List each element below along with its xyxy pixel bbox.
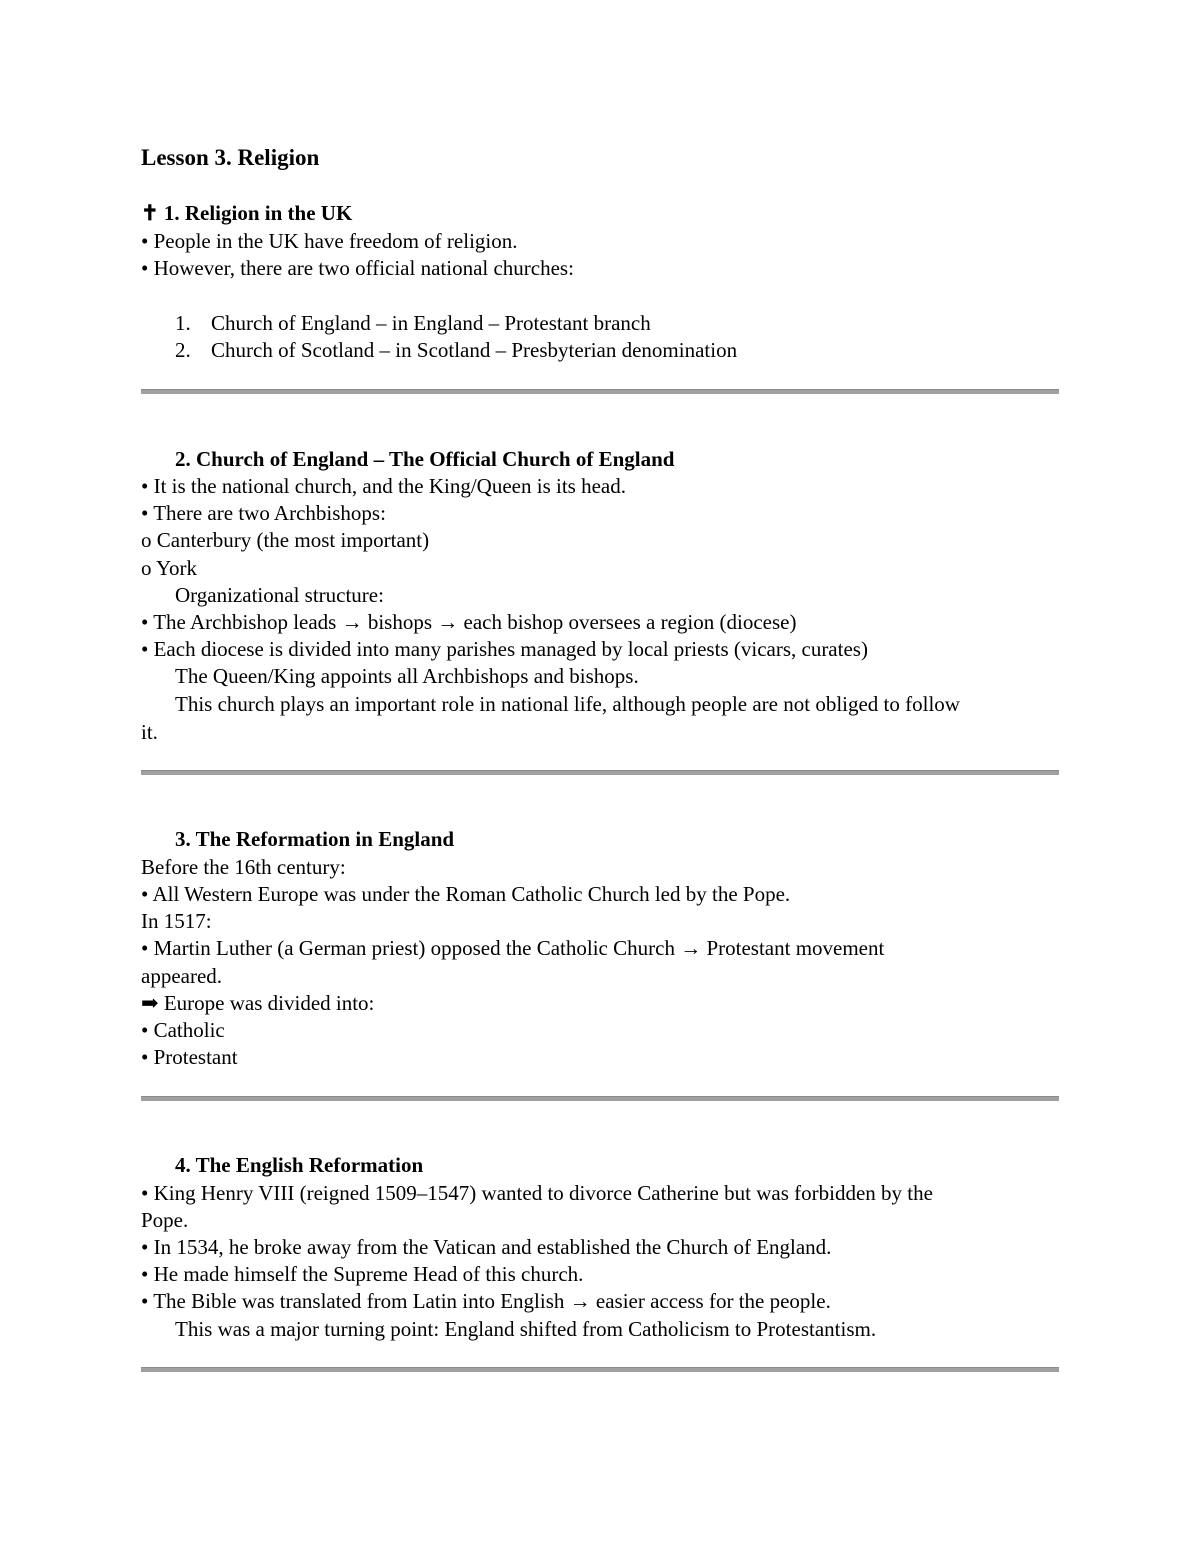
horizontal-rule [141,770,1059,775]
section-2-line: o Canterbury (the most important) [141,528,430,552]
list-number: 2. [175,338,191,362]
section-1-line: • People in the UK have freedom of religion. [141,229,518,253]
section-4-heading: 4. The English Reformation [175,1153,424,1177]
section-3-line: Before the 16th century: [141,855,346,879]
numbered-list-item [175,310,1095,337]
section-2-line: The Queen/King appoints all Archbishops and bishops. [175,664,639,688]
numbered-list-item [175,337,1095,364]
horizontal-rule [141,1096,1059,1101]
section-4-line: • The Bible was translated from Latin into English → easier access for the people. [141,1289,831,1313]
section-2-line: • There are two Archbishops: [141,501,386,525]
section-2-line: o York [141,556,198,580]
section-3-line: In 1517: [141,909,212,933]
section-2-line: This church plays an important role in national life, although people are not obliged to follow [175,692,960,716]
section-1-heading-text: 1. Religion in the UK [163,201,353,225]
section-2-line: • The Archbishop leads → bishops → each bishop oversees a region (diocese) [141,610,797,634]
section-4-line: • King Henry VIII (reigned 1509–1547) wanted to divorce Catherine but was forbidden by the [141,1181,933,1205]
section-3-line: ➡ Europe was divided into: [141,991,375,1015]
section-2-line: • Each diocese is divided into many parishes managed by local priests (vicars, curates) [141,637,868,661]
section-4-line: • He made himself the Supreme Head of this church. [141,1262,584,1286]
section-4-line: This was a major turning point: England shifted from Catholicism to Protestantism. [175,1317,877,1341]
list-item-text: Church of Scotland – in Scotland – Presbyterian denomination [211,338,738,362]
section-3-line: • Catholic [141,1018,225,1042]
section-2-line: it. [141,720,158,744]
section-2-line: Organizational structure: [175,583,384,607]
section-4-line: • In 1534, he broke away from the Vatican and established the Church of England. [141,1235,832,1259]
section-2-line: • It is the national church, and the King/Queen is its head. [141,474,626,498]
horizontal-rule [141,1367,1059,1372]
section-3-line: • Martin Luther (a German priest) opposed the Catholic Church → Protestant movement [141,936,885,960]
section-3-line: • Protestant [141,1045,238,1069]
section-3-heading: 3. The Reformation in England [175,827,455,851]
section-2-heading: 2. Church of England – The Official Church of England [175,447,675,471]
section-1-line: • However, there are two official national churches: [141,256,574,280]
section-1-heading [141,200,1061,227]
section-3-line: • All Western Europe was under the Roman Catholic Church led by the Pope. [141,882,791,906]
horizontal-rule [141,389,1059,394]
list-number: 1. [175,311,191,335]
section-3-line: appeared. [141,964,223,988]
section-4-line: Pope. [141,1208,189,1232]
page-title: Lesson 3. Religion [141,145,320,170]
cross-icon: ✝ [141,201,159,225]
list-item-text: Church of England – in England – Protestant branch [211,311,651,335]
